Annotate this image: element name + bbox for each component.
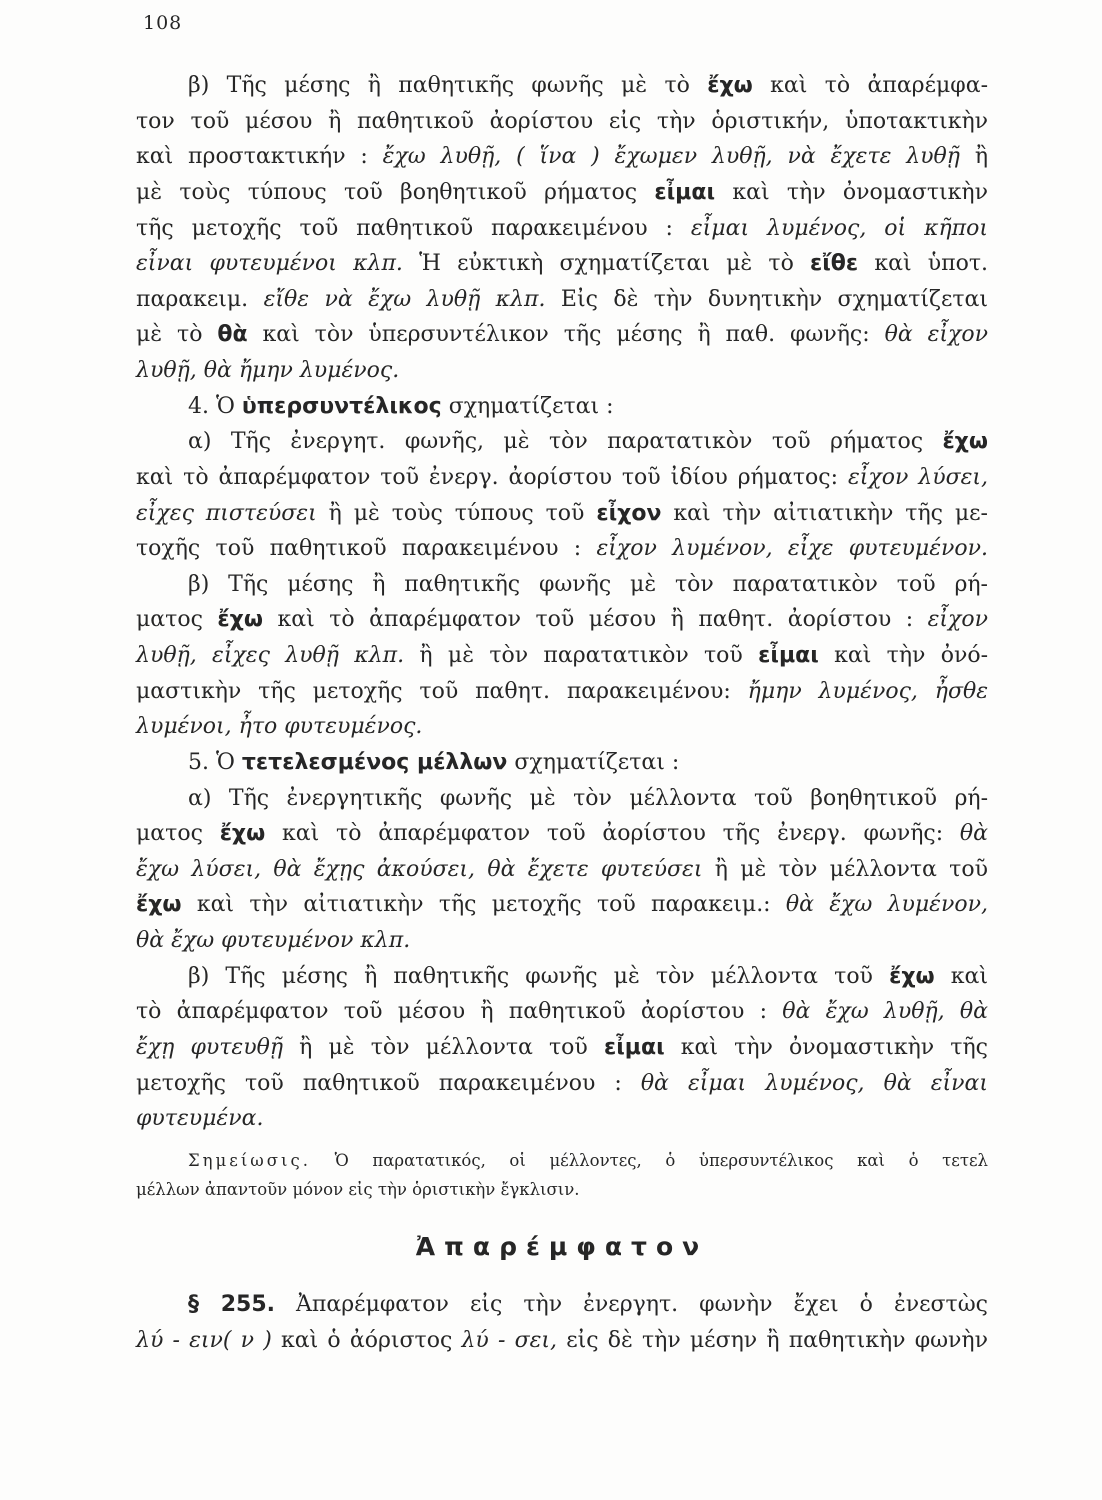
text-line: ματος ἔχω καὶ τὸ ἀπαρέμφατον τοῦ μέσου ἢ παθητ. ἀορίστου : εἶχον	[136, 607, 989, 633]
paragraph-beta-middle-passive	[136, 68, 988, 389]
text-line: εἶχες πιστεύσει ἢ μὲ τοὺς τύπους τοῦ εἶχον καὶ τὴν αἰτιατικὴν τῆς με-	[136, 500, 988, 526]
text-line: ματος ἔχω καὶ τὸ ἀπαρέμφατον τοῦ ἀορίστου τῆς ἐνεργ. φωνῆς: θὰ	[136, 821, 989, 847]
text-line: μὲ τοὺς τύπους τοῦ βοηθητικοῦ ρήματος εἶμαι καὶ τὴν ὀνομαστικὴν	[136, 179, 988, 205]
text-line: ἔχω καὶ τὴν αἰτιατικὴν τῆς μετοχῆς τοῦ παρακειμ.: θὰ ἔχω λυμένον,	[136, 892, 988, 918]
text-line: α) Τῆς ἐνεργητ. φωνῆς, μὲ τὸν παρατατικὸν τοῦ ρήματος ἔχω	[188, 429, 988, 455]
text-line: μετοχῆς τοῦ παθητικοῦ παρακειμένου : θὰ εἶμαι λυμένος, θὰ εἶναι	[136, 1070, 989, 1096]
text-line: μέλλων ἀπαντοῦν μόνον εἰς τὴν ὁριστικὴν ἔγκλισιν.	[136, 1179, 580, 1199]
text-line: καὶ προστακτικήν : ἔχω λυθῇ, ( ἵνα ) ἔχωμεν λυθῇ, νὰ ἔχετε λυθῇ ἢ	[136, 144, 989, 170]
text-line: εἶναι φυτευμένοι κλπ. Ἡ εὐκτικὴ σχηματίζεται μὲ τὸ εἴθε καὶ ὑποτ.	[136, 251, 988, 277]
text-line: μὲ τὸ θὰ καὶ τὸν ὑπερσυντέλικον τῆς μέσης ἢ παθ. φωνῆς: θὰ εἶχον	[136, 322, 988, 348]
page-body	[136, 68, 988, 1358]
text-line: α) Τῆς ἐνεργητικῆς φωνῆς μὲ τὸν μέλλοντα τοῦ βοηθητικοῦ ρή-	[188, 785, 988, 811]
text-line: λυθῇ, θὰ ἤμην λυμένος.	[136, 358, 400, 383]
section-future-perfect	[136, 745, 988, 1137]
text-line: φυτευμένα.	[136, 1106, 264, 1132]
page-number: 108	[143, 12, 183, 34]
section-title: Ἀπαρέμφατον	[415, 1231, 709, 1261]
section-heading-line: 5. Ὁ τετελεσμένος μέλλων σχηματίζεται :	[188, 749, 680, 775]
section-number: § 255.	[188, 1292, 275, 1317]
text-line: § 255. Ἀπαρέμφατον εἰς τὴν ἐνεργητ. φωνὴν ἔχει ὁ ἐνεστὼς	[188, 1292, 988, 1317]
note-label: Σημείωσις.	[188, 1150, 311, 1170]
text-line: ἔχῃ φυτευθῇ ἢ μὲ τὸν μέλλοντα τοῦ εἶμαι καὶ τὴν ὀνομαστικὴν τῆς	[136, 1034, 988, 1060]
text-line: ἔχω λύσει, θὰ ἔχῃς ἀκούσει, θὰ ἔχετε φυτεύσει ἢ μὲ τὸν μέλλοντα τοῦ	[136, 856, 988, 882]
section-pluperfect	[136, 389, 988, 745]
text-line: λυθῇ, εἶχες λυθῇ κλπ. ἢ μὲ τὸν παρατατικὸν τοῦ εἶμαι καὶ τὴν ὀνό-	[136, 643, 989, 668]
text-line: μαστικὴν τῆς μετοχῆς τοῦ παθητ. παρακειμένου: ἤμην λυμένος, ἦσθε	[136, 678, 989, 704]
text-line: τῆς μετοχῆς τοῦ παθητικοῦ παρακειμένου : εἶμαι λυμένος, οἱ κῆποι	[136, 215, 989, 241]
section-heading-line: 4. Ὁ ὑπερσυντέλικος σχηματίζεται :	[188, 393, 614, 419]
text-line: λύ - ειν( ν ) καὶ ὁ ἀόριστος λύ - σει, εἰς δὲ τὴν μέσην ἢ παθητικὴν φωνὴν	[136, 1327, 988, 1353]
text-line: β) Τῆς μέσης ἢ παθητικῆς φωνῆς μὲ τὸ ἔχω καὶ τὸ ἀπαρέμφα-	[188, 73, 989, 98]
paragraph-255	[136, 1287, 988, 1358]
text-line: παρακειμ. εἴθε νὰ ἔχω λυθῇ κλπ. Εἰς δὲ τὴν δυνητικὴν σχηματίζεται	[136, 286, 989, 312]
text-line: τοχῆς τοῦ παθητικοῦ παρακειμένου : εἶχον λυμένον, εἶχε φυτευμένον.	[136, 536, 988, 562]
text-line: Σημείωσις. Ὁ παρατατικός, οἱ μέλλοντες, ὁ ὑπερσυντέλικος καὶ ὁ τετελ	[188, 1150, 988, 1170]
text-line: β) Τῆς μέσης ἢ παθητικῆς φωνῆς μὲ τὸν παρατατικὸν τοῦ ρή-	[188, 571, 988, 597]
text-line: β) Τῆς μέσης ἢ παθητικῆς φωνῆς μὲ τὸν μέλλοντα τοῦ ἔχω καὶ	[188, 963, 989, 989]
text-line: θὰ ἔχω φυτευμένον κλπ.	[136, 928, 411, 953]
note-paragraph	[136, 1147, 988, 1205]
text-line: καὶ τὸ ἀπαρέμφατον τοῦ ἐνεργ. ἀορίστου τοῦ ἰδίου ρήματος: εἶχον λύσει,	[136, 464, 989, 490]
text-line: λυμένοι, ἦτο φυτευμένος.	[136, 714, 423, 740]
text-line: τον τοῦ μέσου ἢ παθητικοῦ ἀορίστου εἰς τὴν ὁριστικήν, ὑποτακτικὴν	[136, 108, 988, 134]
text-line: τὸ ἀπαρέμφατον τοῦ μέσου ἢ παθητικοῦ ἀορίστου : θὰ ἔχω λυθῇ, θὰ	[136, 999, 989, 1025]
